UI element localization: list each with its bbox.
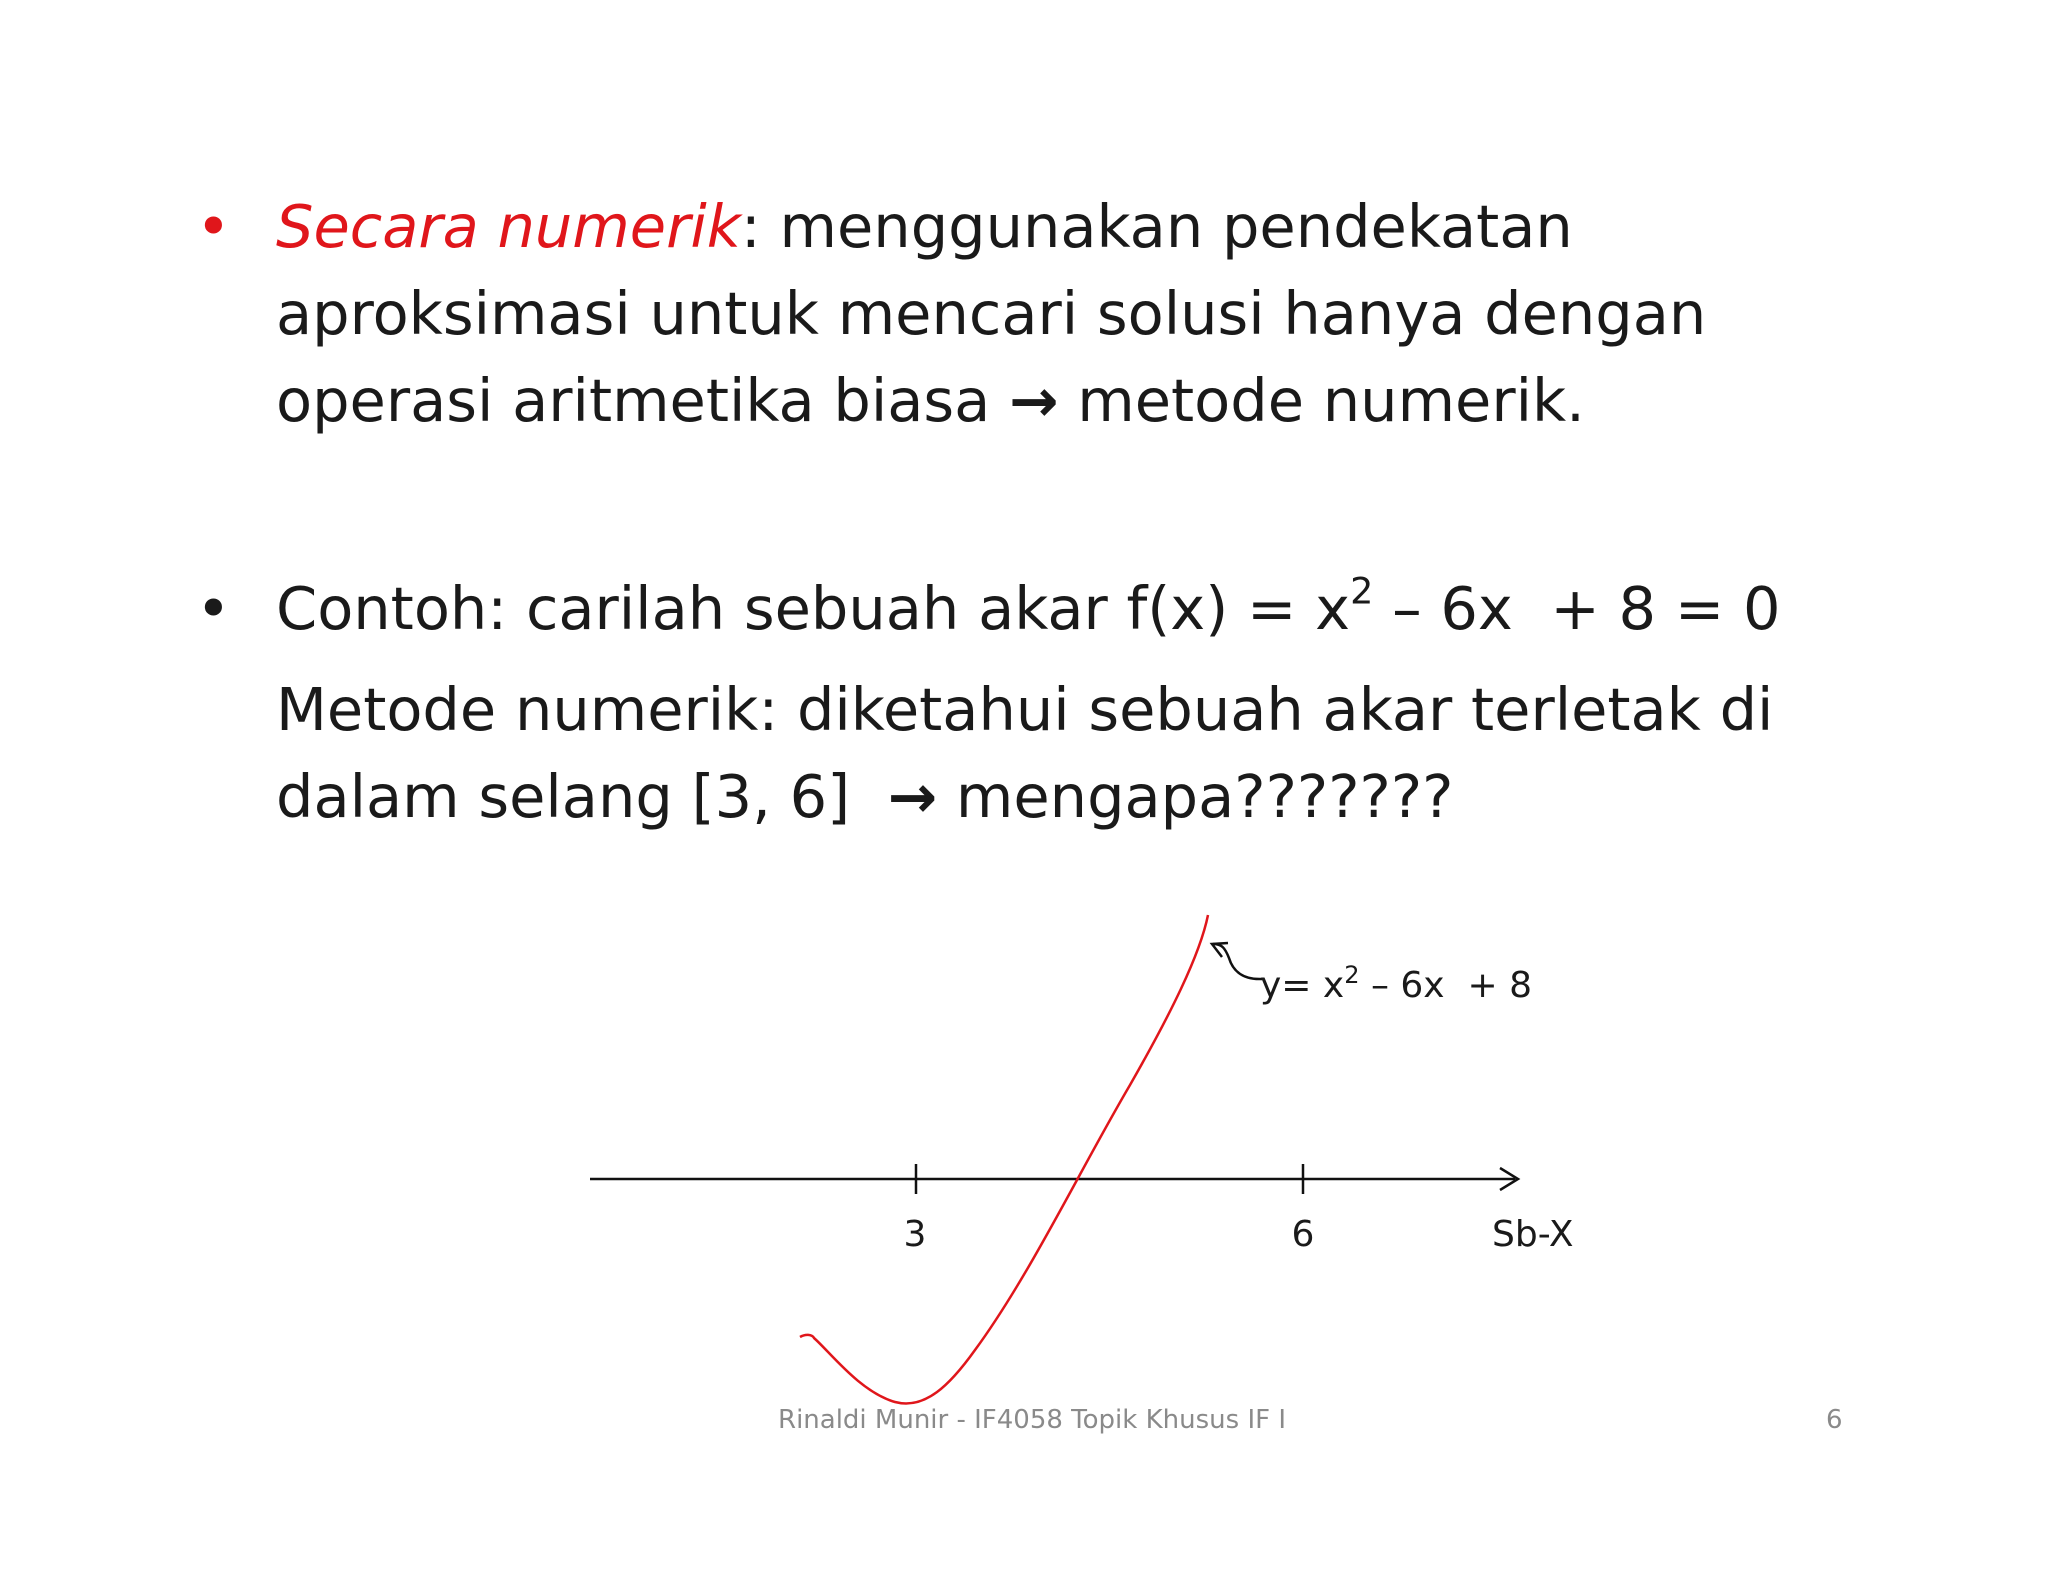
- right-arrow-icon: →: [887, 762, 938, 831]
- axis-label-sb-x: Sb-X: [1492, 1214, 1574, 1255]
- bullet-1-line-3-end: metode numerik.: [1077, 366, 1585, 435]
- equation-end: – 6x + 8 = 0: [1373, 574, 1781, 643]
- bullet-2-line-2: Metode numerik: diketahui sebuah akar terletak di: [276, 675, 1774, 744]
- label-pointer-line: [1213, 944, 1262, 979]
- parabola-curve: [800, 915, 1208, 1403]
- footer-text: Rinaldi Munir - IF4058 Topik Khusus IF I: [778, 1405, 1287, 1435]
- bullet-2-line-3-end: mengapa???????: [955, 762, 1454, 831]
- equation-start: Contoh: carilah sebuah akar f(x) = x: [276, 574, 1351, 643]
- right-arrow-icon: →: [1009, 366, 1059, 435]
- curve-label: [1260, 961, 1532, 1006]
- emphasis-text: Secara numerik: [276, 192, 741, 261]
- page-number: 6: [1826, 1405, 1843, 1435]
- bullet-1-line-2: aproksimasi untuk mencari solusi hanya dengan: [276, 279, 1707, 348]
- bullet-2-line-3-start: dalam selang [3, 6]: [276, 762, 851, 831]
- bullet-marker: •: [196, 192, 231, 261]
- tick-label-6: 6: [1291, 1214, 1315, 1255]
- curve-label-start: y= x: [1260, 965, 1345, 1006]
- exponent: 2: [1350, 569, 1374, 613]
- bullet-1-line-1-rest: : menggunakan pendekatan: [740, 192, 1573, 261]
- curve-label-exponent: 2: [1344, 961, 1360, 989]
- tick-label-3: 3: [903, 1214, 927, 1255]
- bullet-1-line-3-start: operasi aritmetika biasa: [276, 366, 991, 435]
- bullet-marker: •: [196, 574, 231, 643]
- curve-label-end: – 6x + 8: [1359, 965, 1532, 1006]
